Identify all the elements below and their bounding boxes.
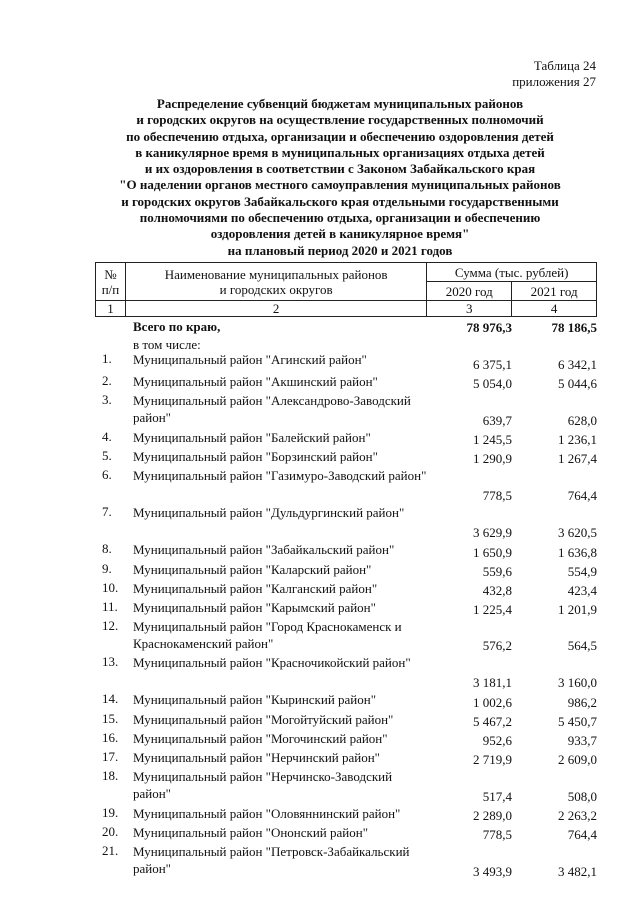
table-row bbox=[95, 749, 597, 768]
row-number: 2. bbox=[102, 373, 112, 388]
total-subheading: в том числе: bbox=[133, 337, 201, 352]
row-number: 7. bbox=[102, 504, 112, 519]
document-title bbox=[90, 96, 590, 259]
row-number: 20. bbox=[102, 824, 119, 839]
title-line: Распределение субвенций бюджетам муниципальных районов bbox=[156, 96, 524, 111]
header-sum: Сумма (тыс. рублей) bbox=[427, 263, 597, 282]
header-year-2020: 2020 год bbox=[427, 282, 512, 301]
row-value-2020: 2 719,9 bbox=[473, 752, 512, 767]
title-line: "О наделении органов местного самоуправления муниципальных районов bbox=[119, 177, 561, 193]
row-value-2021: 6 342,1 bbox=[558, 357, 597, 372]
row-value-2021: 5 044,6 bbox=[558, 376, 597, 391]
row-name: Муниципальный район "Нерчинско-Заводский район" bbox=[133, 769, 393, 801]
row-name: Муниципальный район "Ононский район" bbox=[133, 825, 369, 840]
table-row bbox=[95, 467, 597, 504]
row-name: Муниципальный район "Борзинский район" bbox=[133, 449, 378, 464]
total-row bbox=[95, 318, 597, 336]
subheading-row bbox=[95, 336, 597, 351]
row-number: 13. bbox=[102, 654, 119, 669]
table-row bbox=[95, 730, 597, 749]
row-value-2021: 1 636,8 bbox=[558, 545, 597, 560]
row-name: Муниципальный район "Могочинский район" bbox=[133, 731, 388, 746]
row-value-2020: 5 467,2 bbox=[473, 714, 512, 729]
row-name: Муниципальный район "Оловяннинский район" bbox=[133, 806, 401, 821]
table-body bbox=[95, 318, 597, 880]
row-number: 21. bbox=[102, 843, 119, 858]
row-value-2021: 628,0 bbox=[567, 413, 597, 428]
row-value-2021: 1 267,4 bbox=[558, 451, 597, 466]
table-row bbox=[95, 561, 597, 580]
row-number: 10. bbox=[102, 580, 119, 595]
row-value-2021: 986,2 bbox=[567, 695, 597, 710]
row-value-2020: 1 290,9 bbox=[473, 451, 512, 466]
table-row bbox=[95, 351, 597, 373]
row-value-2021: 2 263,2 bbox=[558, 808, 597, 823]
row-value-2020: 432,8 bbox=[482, 583, 512, 598]
row-value-2020: 1 245,5 bbox=[473, 432, 512, 447]
row-value-2020: 3 493,9 bbox=[473, 864, 512, 879]
row-number: 9. bbox=[102, 561, 112, 576]
reference-line-1: Таблица 24 bbox=[533, 58, 596, 73]
row-value-2020: 5 054,0 bbox=[473, 376, 512, 391]
row-name: Муниципальный район "Кыринский район" bbox=[133, 692, 377, 707]
row-name: Муниципальный район "Газимуро-Заводский район" bbox=[133, 468, 427, 483]
table-row bbox=[95, 691, 597, 711]
row-value-2020: 3 629,9 bbox=[473, 525, 512, 540]
row-value-2020: 1 225,4 bbox=[473, 602, 512, 617]
reference-line-2: приложения 27 bbox=[512, 74, 596, 89]
title-line: оздоровления детей в каникулярное время" bbox=[210, 226, 470, 242]
title-line: в каникулярное время в муниципальных организациях отдыха детей bbox=[135, 144, 545, 160]
title-line: полномочиями по обеспечению отдыха, организации и обеспечению bbox=[139, 210, 541, 226]
table-row bbox=[95, 599, 597, 618]
row-value-2020: 778,5 bbox=[482, 827, 512, 842]
table-row bbox=[95, 392, 597, 429]
row-name: Муниципальный район "Балейский район" bbox=[133, 430, 371, 445]
row-number: 5. bbox=[102, 448, 112, 463]
title-line: на плановый период 2020 и 2021 годов bbox=[227, 242, 453, 258]
row-value-2021: 3 160,0 bbox=[558, 675, 597, 690]
row-name: Муниципальный район "Калганский район" bbox=[133, 581, 378, 596]
row-value-2020: 517,4 bbox=[482, 789, 512, 804]
table-row bbox=[95, 429, 597, 448]
row-value-2020: 1 650,9 bbox=[473, 545, 512, 560]
row-number: 14. bbox=[102, 691, 119, 706]
row-value-2020: 2 289,0 bbox=[473, 808, 512, 823]
header-col-index: 1 bbox=[96, 301, 126, 317]
row-value-2021: 1 201,9 bbox=[558, 602, 597, 617]
table-row bbox=[95, 654, 597, 691]
row-value-2020: 952,6 bbox=[482, 733, 512, 748]
row-value-2021: 423,4 bbox=[567, 583, 597, 598]
row-value-2020: 559,6 bbox=[482, 564, 512, 579]
row-name: Муниципальный район "Петровск-Забайкальский район" bbox=[133, 844, 410, 876]
table-row bbox=[95, 768, 597, 805]
row-value-2021: 508,0 bbox=[567, 789, 597, 804]
row-number: 11. bbox=[102, 599, 118, 614]
table-row bbox=[95, 580, 597, 599]
row-value-2020: 6 375,1 bbox=[473, 357, 512, 372]
row-value-2021: 2 609,0 bbox=[558, 752, 597, 767]
row-name: Муниципальный район "Красночикойский район" bbox=[133, 655, 411, 670]
title-line: и городских округов Забайкальского края отдельными государственными bbox=[121, 193, 559, 209]
row-name: Муниципальный район "Каларский район" bbox=[133, 562, 372, 577]
row-number: 1. bbox=[102, 351, 112, 366]
table-row bbox=[95, 448, 597, 467]
row-value-2021: 5 450,7 bbox=[558, 714, 597, 729]
row-name: Муниципальный район "Агинский район" bbox=[133, 352, 367, 367]
row-value-2021: 1 236,1 bbox=[558, 432, 597, 447]
header-col-index: 3 bbox=[427, 301, 512, 317]
row-name: Муниципальный район "Акшинский район" bbox=[133, 374, 378, 389]
row-value-2020: 778,5 bbox=[482, 488, 512, 503]
row-name: Муниципальный район "Могойтуйский район" bbox=[133, 712, 394, 727]
row-value-2020: 639,7 bbox=[482, 413, 512, 428]
table-header bbox=[95, 262, 597, 317]
row-number: 8. bbox=[102, 541, 112, 556]
table-row bbox=[95, 618, 597, 654]
table-row bbox=[95, 843, 597, 880]
total-label: Всего по краю, bbox=[133, 319, 221, 334]
row-name: Муниципальный район "Забайкальский район" bbox=[133, 542, 395, 557]
table-reference bbox=[512, 58, 596, 90]
row-name: Муниципальный район "Дульдургинский район" bbox=[133, 505, 405, 520]
row-name: Муниципальный район "Нерчинский район" bbox=[133, 750, 380, 765]
header-year-2021: 2021 год bbox=[512, 282, 597, 301]
header-col-index: 2 bbox=[125, 301, 426, 317]
row-number: 18. bbox=[102, 768, 119, 783]
row-name: Муниципальный район "Карымский район" bbox=[133, 600, 376, 615]
row-number: 16. bbox=[102, 730, 119, 745]
row-value-2021: 764,4 bbox=[567, 827, 597, 842]
row-name: Муниципальный район "Город Краснокаменск и Краснокаменский район" bbox=[133, 619, 402, 651]
row-name: Муниципальный район "Александрово-Заводский район" bbox=[133, 393, 411, 425]
header-name: Наименование муниципальных районов и городских округов bbox=[125, 263, 426, 301]
table-row bbox=[95, 541, 597, 561]
title-line: и их оздоровления в соответствии с Законом Забайкальского края bbox=[144, 161, 536, 177]
row-number: 12. bbox=[102, 618, 119, 633]
row-value-2021: 764,4 bbox=[567, 488, 597, 503]
row-number: 6. bbox=[102, 467, 112, 482]
header-col-index: 4 bbox=[512, 301, 597, 317]
total-2021: 78 186,5 bbox=[551, 320, 597, 335]
row-number: 4. bbox=[102, 429, 112, 444]
row-value-2021: 554,9 bbox=[567, 564, 597, 579]
title-line: и городских округов на осуществление государственных полномочий bbox=[136, 112, 544, 128]
row-number: 15. bbox=[102, 711, 119, 726]
table-row bbox=[95, 805, 597, 824]
table-row bbox=[95, 504, 597, 541]
row-number: 17. bbox=[102, 749, 119, 764]
row-value-2020: 576,2 bbox=[482, 638, 512, 653]
row-value-2021: 933,7 bbox=[567, 733, 597, 748]
row-value-2021: 3 620,5 bbox=[558, 525, 597, 540]
total-2020: 78 976,3 bbox=[466, 320, 512, 335]
table-row bbox=[95, 824, 597, 843]
row-value-2020: 1 002,6 bbox=[473, 695, 512, 710]
row-number: 19. bbox=[102, 805, 119, 820]
table-row bbox=[95, 373, 597, 392]
row-number: 3. bbox=[102, 392, 112, 407]
title-line: по обеспечению отдыха, организации и обеспечению оздоровления детей bbox=[126, 128, 554, 144]
table-row bbox=[95, 711, 597, 730]
row-value-2020: 3 181,1 bbox=[473, 675, 512, 690]
row-value-2021: 3 482,1 bbox=[558, 864, 597, 879]
header-num: № п/п bbox=[96, 263, 126, 301]
row-value-2021: 564,5 bbox=[567, 638, 597, 653]
